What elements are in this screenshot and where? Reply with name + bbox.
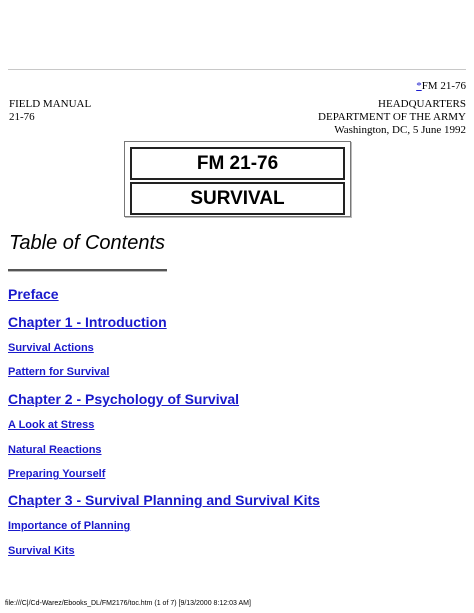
toc-link-look-at-stress[interactable]: A Look at Stress [8, 419, 95, 431]
toc-link-natural-reactions[interactable]: Natural Reactions [8, 444, 102, 456]
toc-link-importance-of-planning[interactable]: Importance of Planning [8, 520, 131, 532]
publication-date: Washington, DC, 5 June 1992 [334, 124, 466, 136]
manual-number-title: FM 21-76 [130, 147, 345, 180]
toc-link-chapter-2[interactable]: Chapter 2 - Psychology of Survival [8, 391, 240, 407]
toc-link-chapter-3[interactable]: Chapter 3 - Survival Planning and Survival Kits [8, 492, 320, 508]
top-divider [8, 69, 466, 70]
department-label: DEPARTMENT OF THE ARMY [318, 111, 466, 123]
headquarters-block [318, 98, 466, 137]
headquarters-label: HEADQUARTERS [378, 98, 466, 110]
fm-reference [416, 80, 466, 92]
toc-link-preparing-yourself[interactable]: Preparing Yourself [8, 468, 106, 480]
field-manual-number: 21-76 [9, 111, 35, 123]
fm-reference-text: FM 21-76 [421, 80, 466, 92]
field-manual-block [9, 98, 91, 124]
toc-link-preface[interactable]: Preface [8, 286, 59, 302]
page-footer-url: file:///C|/Cd-Warez/Ebooks_DL/FM2176/toc.htm (1 of 7) [9/13/2000 8:12:03 AM] [5, 600, 251, 607]
toc-link-pattern-for-survival[interactable]: Pattern for Survival [8, 366, 110, 378]
toc-heading: Table of Contents [9, 232, 166, 254]
supersession-note-link[interactable]: * [416, 80, 422, 92]
toc-divider [8, 269, 167, 272]
title-box [124, 141, 351, 217]
toc-link-chapter-1[interactable]: Chapter 1 - Introduction [8, 314, 167, 330]
manual-name-title: SURVIVAL [130, 182, 345, 215]
toc-link-survival-actions[interactable]: Survival Actions [8, 342, 94, 354]
toc-link-survival-kits[interactable]: Survival Kits [8, 545, 75, 557]
field-manual-label: FIELD MANUAL [9, 98, 92, 110]
